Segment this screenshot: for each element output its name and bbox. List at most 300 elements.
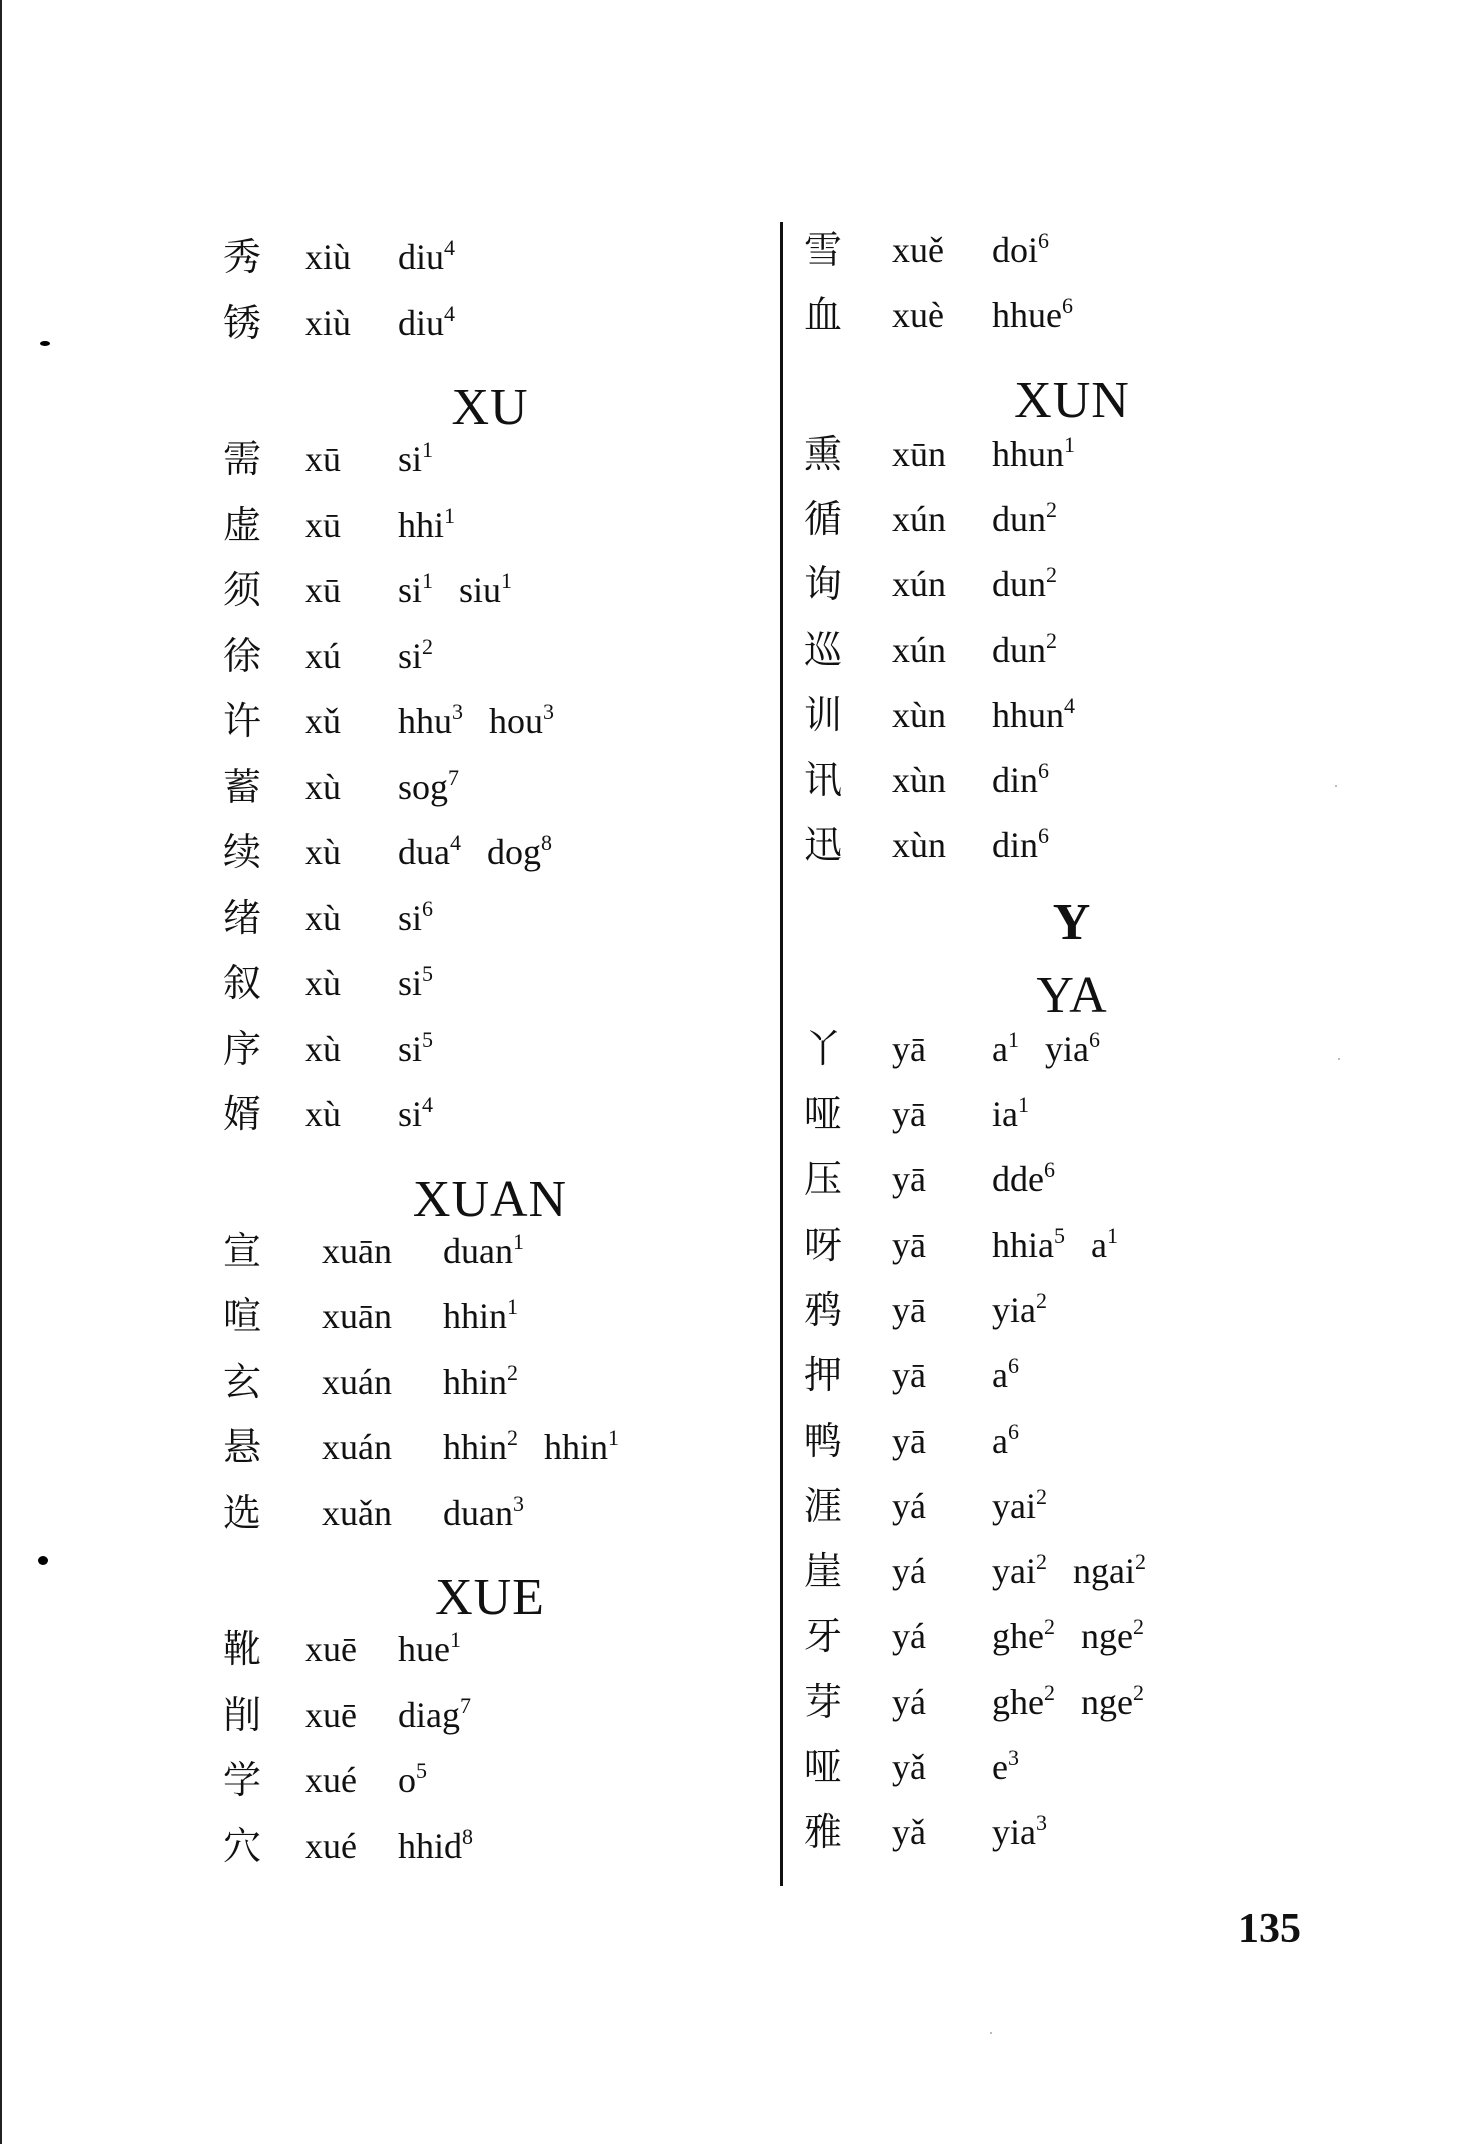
entry-character: 序 xyxy=(223,1026,262,1071)
entry-character: 押 xyxy=(804,1353,843,1398)
dialect-reading xyxy=(398,1084,433,1144)
entry-pinyin: yā xyxy=(892,1094,926,1134)
reading-text: hhun xyxy=(992,433,1064,474)
entry-readings xyxy=(398,293,481,353)
dialect-reading xyxy=(992,1606,1055,1666)
entry-character: 需 xyxy=(223,437,262,481)
dialect-reading xyxy=(398,227,455,287)
tone-number: 2 xyxy=(1134,1549,1146,1575)
entry-pinyin: yá xyxy=(892,1485,926,1526)
tone-number: 6 xyxy=(1007,1418,1019,1444)
tone-number: 4 xyxy=(444,235,456,260)
tone-number: 5 xyxy=(422,961,434,986)
reading-text: nge xyxy=(1080,1681,1133,1722)
entry-character: 喧 xyxy=(223,1294,262,1338)
entry-readings xyxy=(992,1737,1045,1797)
dictionary-entry xyxy=(223,1750,783,1810)
dictionary-entry xyxy=(223,1084,783,1144)
entry-readings xyxy=(443,1221,550,1281)
entry-pinyin: xūn xyxy=(892,433,946,474)
entry-character: 雪 xyxy=(804,228,843,272)
scan-dot xyxy=(990,2032,992,2034)
dialect-reading xyxy=(992,685,1075,745)
entry-pinyin: xuē xyxy=(305,1694,357,1735)
entry-readings xyxy=(992,285,1099,345)
dialect-reading xyxy=(1081,1672,1144,1732)
tone-number: 6 xyxy=(1043,1157,1055,1183)
reading-text: yia xyxy=(992,1289,1036,1330)
tone-number: 6 xyxy=(1038,228,1050,253)
entry-pinyin: yǎ xyxy=(892,1747,926,1787)
reading-text: hhi xyxy=(398,504,445,545)
reading-text: din xyxy=(992,825,1039,866)
dialect-reading xyxy=(992,1802,1047,1862)
reading-text: hhin xyxy=(443,1427,508,1467)
reading-text: duan xyxy=(443,1492,513,1533)
entry-readings xyxy=(992,1149,1081,1209)
dictionary-entry xyxy=(804,1411,1364,1471)
tone-number: 2 xyxy=(1043,1679,1055,1705)
dictionary-entry xyxy=(804,1019,1364,1079)
entry-character: 哑 xyxy=(804,1092,843,1136)
reading-text: a xyxy=(992,1420,1008,1461)
dialect-reading xyxy=(398,757,459,817)
section-heading: YA xyxy=(1036,966,1108,1024)
entry-readings xyxy=(398,429,459,489)
reading-text: hhia xyxy=(992,1224,1054,1265)
reading-text: si xyxy=(398,439,423,479)
dictionary-entry xyxy=(223,1619,783,1679)
entry-pinyin: yā xyxy=(892,1289,926,1330)
tone-number: 1 xyxy=(608,1425,620,1450)
entry-readings xyxy=(992,220,1075,280)
dialect-reading xyxy=(1045,1019,1100,1079)
entry-pinyin: xuě xyxy=(892,230,944,270)
entry-readings xyxy=(992,1215,1144,1275)
dictionary-entry xyxy=(804,685,1364,745)
dialect-reading xyxy=(992,1411,1019,1471)
entry-pinyin: xú xyxy=(305,635,341,676)
dictionary-entry xyxy=(223,1816,783,1876)
entry-character: 穴 xyxy=(223,1823,262,1868)
dialect-reading xyxy=(1091,1215,1118,1275)
entry-pinyin: xùn xyxy=(892,694,946,735)
entry-pinyin: xuān xyxy=(322,1296,392,1336)
dictionary-entry xyxy=(223,1352,783,1412)
entry-readings xyxy=(992,815,1075,875)
dialect-reading xyxy=(992,1476,1047,1536)
entry-character: 呀 xyxy=(804,1222,843,1267)
tone-number: 6 xyxy=(422,895,434,921)
dialect-reading xyxy=(398,691,463,751)
dialect-reading xyxy=(992,1737,1019,1797)
dialect-reading xyxy=(489,691,554,751)
dialect-reading xyxy=(1073,1541,1146,1601)
entry-readings xyxy=(992,489,1083,549)
dialect-reading xyxy=(398,1019,433,1079)
entry-pinyin: xū xyxy=(305,570,341,610)
dictionary-entry xyxy=(223,1286,783,1346)
tone-number: 7 xyxy=(459,1692,471,1718)
entry-readings xyxy=(398,1750,453,1810)
dictionary-entry xyxy=(804,1280,1364,1340)
entry-character: 哑 xyxy=(804,1745,843,1789)
entry-pinyin: xué xyxy=(305,1760,357,1800)
scan-speck xyxy=(38,1556,48,1565)
dictionary-entry xyxy=(223,495,783,555)
entry-readings xyxy=(992,1411,1045,1471)
entry-readings xyxy=(443,1483,550,1543)
entry-readings xyxy=(443,1352,544,1412)
letter-heading: Y xyxy=(1052,893,1092,951)
dialect-reading xyxy=(1081,1606,1144,1666)
entry-character: 询 xyxy=(804,562,843,607)
reading-text: a xyxy=(1090,1224,1107,1265)
entry-pinyin: xǔ xyxy=(305,701,341,741)
tone-number: 1 xyxy=(507,1294,519,1319)
dictionary-entry xyxy=(804,815,1364,875)
entry-character: 悬 xyxy=(223,1425,262,1469)
dialect-reading xyxy=(992,815,1049,875)
entry-readings xyxy=(992,424,1101,484)
tone-number: 2 xyxy=(422,633,434,659)
tone-number: 2 xyxy=(1046,496,1057,522)
entry-readings xyxy=(398,953,459,1013)
dictionary-entry xyxy=(223,227,783,287)
entry-pinyin: xiù xyxy=(305,237,352,277)
entry-readings xyxy=(443,1417,645,1477)
dictionary-entry xyxy=(223,1483,783,1543)
entry-readings xyxy=(992,1280,1073,1340)
dialect-reading xyxy=(443,1417,518,1477)
entry-pinyin: xún xyxy=(892,564,946,605)
entry-character: 血 xyxy=(804,293,843,338)
tone-number: 3 xyxy=(1035,1810,1047,1836)
tone-number: 8 xyxy=(462,1823,474,1849)
entry-character: 压 xyxy=(804,1157,843,1202)
tone-number: 3 xyxy=(452,699,463,724)
dialect-reading xyxy=(398,1816,473,1876)
reading-text: hue xyxy=(398,1629,450,1669)
entry-character: 秀 xyxy=(223,235,262,279)
dialect-reading xyxy=(992,1019,1019,1079)
dialect-reading xyxy=(443,1483,524,1543)
entry-character: 涯 xyxy=(804,1483,843,1528)
entry-character: 丫 xyxy=(804,1026,843,1071)
entry-character: 牙 xyxy=(804,1614,843,1659)
tone-number: 1 xyxy=(501,568,513,593)
entry-readings xyxy=(398,227,481,287)
reading-text: hhun xyxy=(992,694,1064,735)
dialect-reading xyxy=(398,495,455,555)
entry-pinyin: xué xyxy=(305,1825,357,1866)
dialect-reading xyxy=(398,953,433,1013)
dictionary-entry xyxy=(804,1149,1364,1209)
page-number: 135 xyxy=(1238,1906,1301,1952)
dictionary-entry xyxy=(804,285,1364,345)
entry-character: 宣 xyxy=(223,1228,262,1273)
entry-character: 鸭 xyxy=(804,1418,843,1463)
reading-text: dde xyxy=(992,1159,1044,1200)
entry-readings xyxy=(992,1672,1170,1732)
dialect-reading xyxy=(992,1672,1055,1732)
dialect-reading xyxy=(398,822,461,882)
reading-text: din xyxy=(992,760,1039,801)
tone-number: 6 xyxy=(1061,293,1073,319)
entry-character: 讯 xyxy=(804,758,843,803)
dialect-reading xyxy=(992,1280,1047,1340)
reading-text: nge xyxy=(1080,1616,1133,1657)
tone-number: 4 xyxy=(1064,692,1075,718)
entry-character: 婿 xyxy=(223,1092,262,1136)
entry-pinyin: xù xyxy=(305,766,341,807)
tone-number: 3 xyxy=(543,699,554,724)
entry-readings xyxy=(398,1685,497,1745)
reading-text: hhid xyxy=(398,1825,463,1866)
tone-number: 1 xyxy=(449,1627,461,1652)
dialect-reading xyxy=(398,1619,461,1679)
tone-number: 2 xyxy=(1035,1483,1047,1509)
page-edge xyxy=(0,0,2,2144)
reading-text: dun xyxy=(992,498,1046,539)
dialect-reading xyxy=(992,285,1073,345)
reading-text: a xyxy=(992,1355,1008,1396)
entry-readings xyxy=(398,757,485,817)
entry-character: 学 xyxy=(223,1758,262,1802)
entry-readings xyxy=(992,620,1083,680)
tone-number: 2 xyxy=(1132,1614,1144,1640)
entry-readings xyxy=(398,495,481,555)
reading-text: hhin xyxy=(443,1296,508,1336)
reading-text: si xyxy=(398,570,423,610)
tone-number: 6 xyxy=(1088,1026,1100,1052)
reading-text: duan xyxy=(443,1230,513,1271)
dialect-reading xyxy=(398,1685,471,1745)
tone-number: 7 xyxy=(448,764,460,790)
dictionary-entry xyxy=(223,1221,783,1281)
entry-pinyin: yá xyxy=(892,1616,926,1657)
dialect-reading xyxy=(487,822,552,882)
dialect-reading xyxy=(398,429,433,489)
scan-speck xyxy=(40,341,50,346)
reading-text: si xyxy=(398,897,423,938)
entry-readings xyxy=(398,626,459,686)
entry-character: 徐 xyxy=(223,633,262,678)
entry-readings xyxy=(992,1084,1055,1144)
dictionary-entry xyxy=(804,1215,1364,1275)
entry-readings xyxy=(992,1802,1073,1862)
entry-character: 许 xyxy=(223,699,262,743)
dialect-reading xyxy=(992,750,1049,810)
dictionary-entry xyxy=(804,620,1364,680)
entry-pinyin: xún xyxy=(892,629,946,670)
section-heading: XUE xyxy=(435,1569,545,1626)
entry-pinyin: xù xyxy=(305,832,341,872)
dictionary-entry xyxy=(804,1541,1364,1601)
dictionary-entry xyxy=(804,750,1364,810)
tone-number: 4 xyxy=(444,300,456,326)
dialect-reading xyxy=(443,1286,518,1346)
dictionary-entry xyxy=(223,757,783,817)
dictionary-entry xyxy=(223,822,783,882)
entry-pinyin: yá xyxy=(892,1551,926,1592)
entry-pinyin: xiù xyxy=(305,302,352,343)
section-heading: XUAN xyxy=(412,1170,568,1228)
entry-readings xyxy=(398,1019,459,1079)
dialect-reading xyxy=(398,888,433,948)
reading-text: sog xyxy=(398,766,449,807)
dialect-reading xyxy=(992,220,1049,280)
tone-number: 5 xyxy=(1053,1222,1065,1248)
dictionary-entry xyxy=(223,691,783,751)
reading-text: a xyxy=(992,1028,1008,1069)
dialect-reading xyxy=(398,1750,427,1810)
entry-pinyin: xuán xyxy=(322,1361,392,1402)
reading-text: diag xyxy=(398,1694,460,1735)
entry-character: 选 xyxy=(223,1490,262,1535)
entry-readings xyxy=(398,888,459,948)
tone-number: 3 xyxy=(1007,1745,1019,1770)
entry-pinyin: yā xyxy=(892,1159,926,1200)
reading-text: hhin xyxy=(443,1361,508,1402)
tone-number: 1 xyxy=(422,437,434,462)
entry-pinyin: xù xyxy=(305,1028,341,1069)
entry-readings xyxy=(398,560,538,620)
dictionary-entry xyxy=(223,560,783,620)
tone-number: 3 xyxy=(512,1490,524,1516)
dialect-reading xyxy=(992,1084,1029,1144)
entry-character: 芽 xyxy=(804,1679,843,1724)
reading-text: doi xyxy=(992,230,1039,270)
entry-pinyin: xuē xyxy=(305,1629,357,1669)
reading-text: hhue xyxy=(992,295,1062,336)
entry-character: 巡 xyxy=(804,627,843,672)
tone-number: 6 xyxy=(1038,758,1050,784)
reading-text: yia xyxy=(992,1812,1036,1853)
dictionary-entry xyxy=(804,1084,1364,1144)
entry-readings xyxy=(398,691,580,751)
entry-readings xyxy=(992,1606,1170,1666)
reading-text: ia xyxy=(992,1094,1018,1134)
reading-text: si xyxy=(398,1094,423,1134)
entry-pinyin: xùn xyxy=(892,760,946,801)
entry-character: 续 xyxy=(223,830,262,874)
dictionary-entry xyxy=(223,1417,783,1477)
tone-number: 6 xyxy=(1038,823,1050,849)
tone-number: 1 xyxy=(512,1228,524,1254)
tone-number: 2 xyxy=(1043,1614,1055,1640)
reading-text: dun xyxy=(992,564,1046,605)
reading-text: si xyxy=(398,1028,423,1069)
tone-number: 1 xyxy=(444,502,456,528)
entry-pinyin: xù xyxy=(305,897,341,938)
tone-number: 1 xyxy=(422,568,434,593)
entry-pinyin: xù xyxy=(305,963,341,1003)
entry-character: 锈 xyxy=(223,300,262,345)
tone-number: 2 xyxy=(1132,1679,1144,1705)
reading-text: yai xyxy=(992,1551,1036,1592)
entry-character: 绪 xyxy=(223,895,262,940)
dictionary-entry xyxy=(804,1606,1364,1666)
entry-character: 训 xyxy=(804,692,843,737)
reading-text: diu xyxy=(398,237,445,277)
entry-pinyin: yā xyxy=(892,1420,926,1461)
entry-readings xyxy=(992,750,1075,810)
dialect-reading xyxy=(992,1215,1065,1275)
dialect-reading xyxy=(992,620,1057,680)
section-heading: XUN xyxy=(1014,371,1130,429)
entry-pinyin: xū xyxy=(305,439,341,479)
dictionary-entry xyxy=(804,489,1364,549)
dialect-reading xyxy=(544,1417,619,1477)
section-heading: XU xyxy=(451,379,529,436)
dictionary-entry xyxy=(223,293,783,353)
reading-text: diu xyxy=(398,302,445,343)
dictionary-entry xyxy=(223,626,783,686)
dialect-reading xyxy=(992,554,1057,614)
entry-pinyin: yā xyxy=(892,1355,926,1396)
dialect-reading xyxy=(459,560,512,620)
tone-number: 2 xyxy=(1035,1287,1047,1313)
reading-text: si xyxy=(398,635,423,676)
entry-pinyin: xuán xyxy=(322,1427,392,1467)
tone-number: 8 xyxy=(540,830,552,855)
tone-number: 4 xyxy=(449,830,461,855)
entry-readings xyxy=(398,1816,499,1876)
reading-text: e xyxy=(992,1747,1008,1787)
dialect-reading xyxy=(398,293,455,353)
tone-number: 2 xyxy=(1046,627,1057,653)
dialect-reading xyxy=(398,626,433,686)
dialect-reading xyxy=(992,1541,1047,1601)
dialect-reading xyxy=(992,1149,1055,1209)
reading-text: o xyxy=(398,1760,416,1800)
entry-pinyin: xùn xyxy=(892,825,946,866)
entry-character: 玄 xyxy=(223,1359,262,1404)
reading-text: ghe xyxy=(992,1681,1044,1722)
dictionary-entry xyxy=(804,1476,1364,1536)
tone-number: 2 xyxy=(1035,1549,1047,1575)
entry-character: 鸦 xyxy=(804,1287,843,1332)
dictionary-entry xyxy=(223,953,783,1013)
entry-pinyin: xù xyxy=(305,1094,341,1134)
entry-character: 虚 xyxy=(223,502,262,547)
reading-text: hhin xyxy=(544,1427,609,1467)
reading-text: hou xyxy=(489,701,543,741)
entry-pinyin: yá xyxy=(892,1681,926,1722)
tone-number: 1 xyxy=(1106,1222,1118,1248)
dictionary-entry xyxy=(804,220,1364,280)
reading-text: hhu xyxy=(398,701,452,741)
dialect-reading xyxy=(992,489,1057,549)
dialect-reading xyxy=(443,1221,524,1281)
entry-pinyin: xuè xyxy=(892,295,944,336)
tone-number: 2 xyxy=(507,1425,519,1450)
entry-character: 叙 xyxy=(223,961,262,1005)
reading-text: ngai xyxy=(1072,1551,1135,1592)
entry-pinyin: xuān xyxy=(322,1230,392,1271)
dictionary-entry xyxy=(804,1345,1364,1405)
dictionary-entry xyxy=(804,1802,1364,1862)
tone-number: 4 xyxy=(422,1092,434,1117)
entry-character: 蓄 xyxy=(223,764,262,809)
reading-text: si xyxy=(398,963,423,1003)
entry-pinyin: yā xyxy=(892,1028,926,1069)
entry-pinyin: xún xyxy=(892,498,946,539)
entry-character: 靴 xyxy=(223,1627,262,1671)
reading-text: dun xyxy=(992,629,1046,670)
dictionary-entry xyxy=(804,1672,1364,1732)
